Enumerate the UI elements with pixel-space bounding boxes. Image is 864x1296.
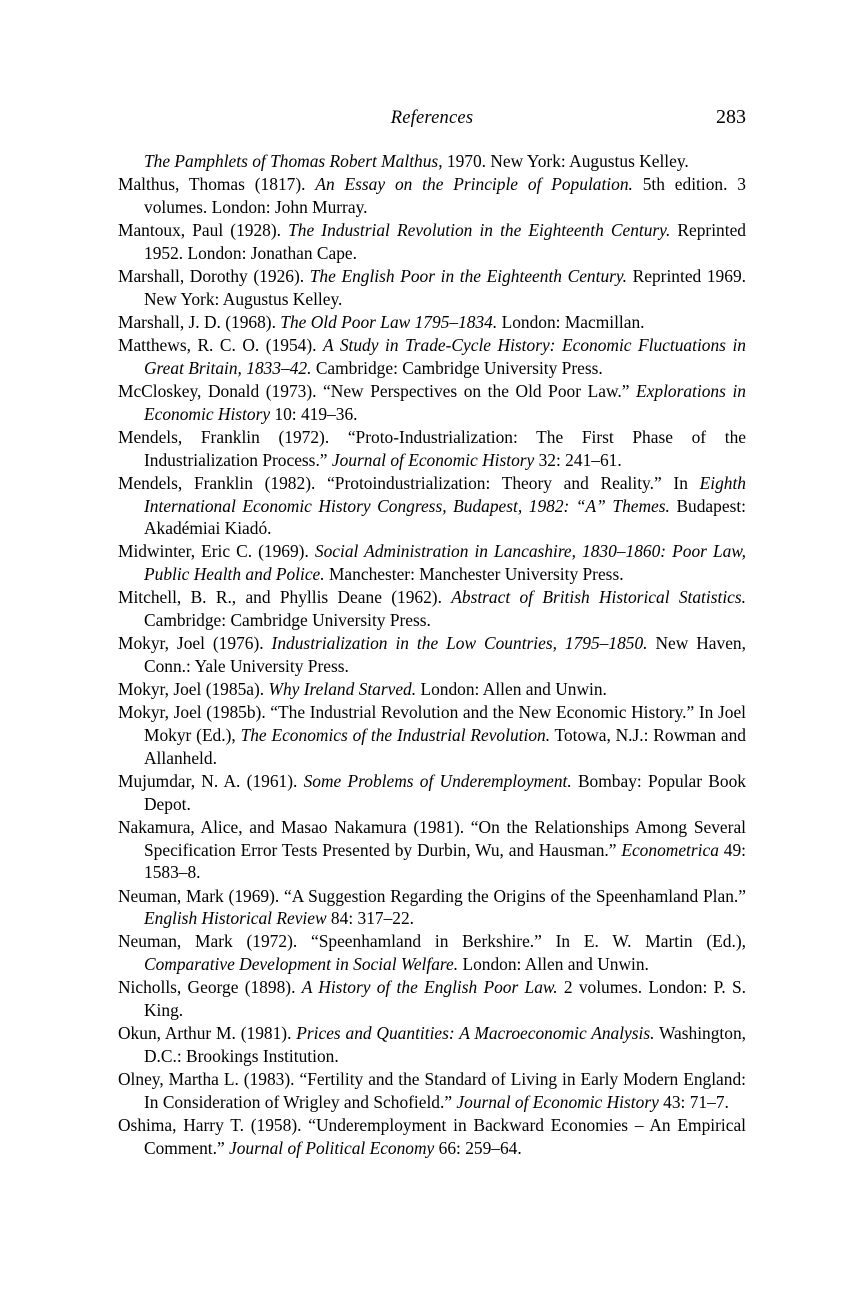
- reference-title: Journal of Political Economy: [229, 1137, 435, 1158]
- reference-text: Mokyr, Joel (1985a).: [118, 679, 269, 700]
- page-number: 283: [716, 106, 746, 128]
- reference-text: McCloskey, Donald (1973). “New Perspectives on the Old Poor Law.”: [118, 381, 637, 402]
- reference-title: Explorations in Economic History: [144, 381, 746, 424]
- reference-text: Cambridge: Cambridge University Press.: [311, 357, 603, 378]
- reference-text: 49: 1583–8.: [144, 839, 746, 883]
- reference-text: 5th edition. 3 volumes. London: John Murray.: [144, 174, 746, 217]
- reference-text: Oshima, Harry T. (1958). “Underemployment in Backward Economies – An Empirical Comment.”: [118, 1115, 746, 1158]
- reference-entry: [118, 1022, 746, 1067]
- reference-entry: [118, 1068, 746, 1113]
- reference-title: Industrialization in the Low Countries, 1795–1850.: [271, 633, 648, 654]
- reference-title: Abstract of British Historical Statistics.: [451, 587, 746, 608]
- reference-text: 66: 259–64.: [434, 1137, 522, 1158]
- reference-text: London: Allen and Unwin.: [416, 679, 607, 700]
- reference-text: 10: 419–36.: [270, 403, 358, 424]
- reference-text: Marshall, J. D. (1968).: [118, 311, 281, 332]
- reference-entry: [118, 885, 746, 930]
- reference-text: Manchester: Manchester University Press.: [324, 564, 624, 585]
- reference-title: The Pamphlets of Thomas Robert Malthus: [144, 151, 439, 171]
- reference-entry: [118, 586, 746, 631]
- reference-title: Why Ireland Starved.: [268, 679, 417, 700]
- reference-text: Mujumdar, N. A. (1961).: [118, 770, 304, 791]
- reference-text: London: Allen and Unwin.: [458, 954, 649, 975]
- reference-text: Mitchell, B. R., and Phyllis Deane (1962).: [118, 587, 452, 608]
- reference-entry: [118, 380, 746, 425]
- reference-text: , 1970. New York: Augustus Kelley.: [438, 151, 689, 171]
- reference-title: The Economics of the Industrial Revolution.: [240, 725, 551, 746]
- reference-text: 84: 317–22.: [326, 908, 415, 929]
- reference-entry: [118, 976, 746, 1021]
- reference-entry: [118, 265, 746, 310]
- reference-text: Totowa, N.J.: Rowman and Allanheld.: [144, 725, 746, 768]
- reference-entry: [118, 632, 746, 677]
- reference-text: Reprinted 1969. New York: Augustus Kelley.: [144, 266, 746, 309]
- reference-entry: [118, 701, 746, 769]
- reference-title: Some Problems of Underemployment.: [303, 770, 572, 791]
- reference-entry: [118, 678, 746, 701]
- reference-entry: [118, 472, 746, 540]
- reference-text: Washington, D.C.: Brookings Institution.: [144, 1023, 746, 1066]
- reference-text: Mendels, Franklin (1972). “Proto-Industrialization: The First Phase of the Industrialization Process.”: [118, 426, 746, 470]
- reference-entry: [118, 150, 746, 173]
- reference-text: Neuman, Mark (1972). “Speenhamland in Berkshire.” In E. W. Martin (Ed.),: [118, 931, 746, 952]
- reference-entry: [118, 770, 746, 815]
- reference-text: New Haven, Conn.: Yale University Press.: [144, 633, 746, 676]
- running-head: [118, 108, 746, 142]
- reference-text: Mantoux, Paul (1928).: [118, 220, 289, 241]
- reference-entry: [118, 173, 746, 218]
- reference-title: The Industrial Revolution in the Eighteenth Century.: [288, 220, 671, 241]
- reference-title: Journal of Economic History: [456, 1091, 659, 1112]
- reference-title: A Study in Trade-Cycle History: Economic Fluctuations in Great Britain, 1833–42.: [144, 335, 746, 378]
- reference-text: 32: 241–61.: [534, 449, 622, 470]
- reference-entry: [118, 311, 746, 334]
- reference-text: Nicholls, George (1898).: [118, 977, 302, 998]
- reference-text: Cambridge: Cambridge University Press.: [144, 610, 431, 631]
- reference-entry: [118, 930, 746, 975]
- reference-title: English Historical Review: [144, 908, 327, 929]
- reference-title: The English Poor in the Eighteenth Century.: [309, 266, 628, 287]
- reference-text: Malthus, Thomas (1817).: [118, 174, 316, 195]
- reference-text: Bombay: Popular Book Depot.: [144, 770, 746, 814]
- reference-text: Olney, Martha L. (1983). “Fertility and the Standard of Living in Early Modern England: In Consideration of Wrigley and Schofield.”: [118, 1069, 746, 1112]
- reference-entry: [118, 1114, 746, 1159]
- reference-entry: [118, 816, 746, 884]
- reference-title: Prices and Quantities: A Macroeconomic Analysis.: [296, 1023, 655, 1044]
- reference-title: Journal of Economic History: [331, 449, 535, 470]
- reference-text: Midwinter, Eric C. (1969).: [118, 541, 315, 562]
- reference-entry: [118, 334, 746, 379]
- reference-text: 43: 71–7.: [658, 1091, 729, 1112]
- reference-text: London: Macmillan.: [497, 311, 645, 332]
- reference-text: Okun, Arthur M. (1981).: [118, 1023, 297, 1044]
- reference-text: Marshall, Dorothy (1926).: [118, 266, 310, 287]
- reference-text: Mokyr, Joel (1976).: [118, 633, 272, 654]
- reference-title: Eighth International Economic History Congress, Budapest, 1982: “A” Themes.: [144, 472, 746, 516]
- reference-title: Social Administration in Lancashire, 1830–1860: Poor Law, Public Health and Police.: [144, 541, 746, 585]
- reference-title: A History of the English Poor Law.: [301, 977, 558, 998]
- reference-text: Mendels, Franklin (1982). “Protoindustrialization: Theory and Reality.” In: [118, 472, 700, 493]
- running-head-title: References: [390, 108, 474, 128]
- reference-entry: [118, 426, 746, 471]
- reference-text: 2 volumes. London: P. S. King.: [144, 977, 746, 1021]
- reference-text: Reprinted 1952. London: Jonathan Cape.: [144, 220, 746, 263]
- reference-title: The Old Poor Law 1795–1834.: [280, 311, 498, 332]
- reference-title: Comparative Development in Social Welfare.: [144, 954, 459, 975]
- reference-entry: [118, 219, 746, 264]
- reference-list: [118, 150, 746, 1159]
- reference-text: Matthews, R. C. O. (1954).: [118, 335, 324, 356]
- reference-entry: [118, 540, 746, 585]
- reference-title: An Essay on the Principle of Population.: [315, 174, 633, 195]
- reference-text: Nakamura, Alice, and Masao Nakamura (1981). “On the Relationships Among Several Specification Error Tests Presented by Durbin, Wu, and Hausman.”: [118, 816, 746, 860]
- reference-text: Budapest: Akadémiai Kiadó.: [144, 495, 747, 539]
- reference-text: Mokyr, Joel (1985b). “The Industrial Revolution and the New Economic History.” In Joel Mokyr (Ed.),: [118, 702, 746, 746]
- reference-title: Econometrica: [621, 839, 719, 860]
- reference-text: Neuman, Mark (1969). “A Suggestion Regarding the Origins of the Speenhamland Plan.”: [118, 885, 746, 906]
